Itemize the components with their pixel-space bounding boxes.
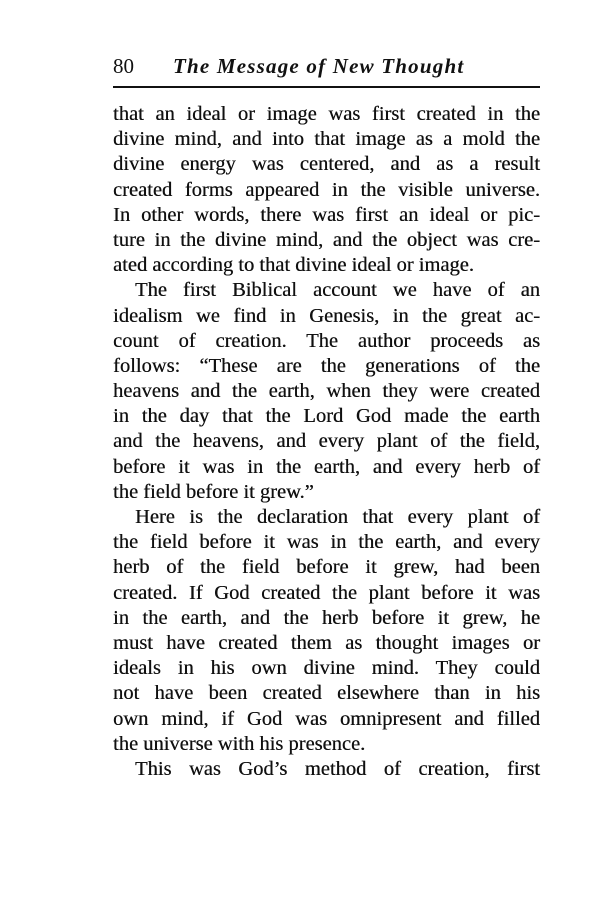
text-line: herb of the field before it grew, had been: [113, 556, 540, 579]
text-line: created. If God created the plant before it was: [113, 581, 540, 604]
text-line: divine mind, and into that image as a mold the: [113, 128, 540, 151]
text-line: count of creation. The author proceeds as: [113, 329, 540, 352]
text-line: follows: “These are the generations of the: [113, 354, 540, 377]
text-line: created forms appeared in the visible universe.: [113, 178, 540, 201]
text-line: ated according to that divine ideal or image.: [113, 254, 474, 277]
text-line: idealism we find in Genesis, in the great ac-: [113, 304, 540, 327]
text-line: in the earth, and the herb before it grew, he: [113, 606, 540, 629]
running-header: [113, 54, 540, 84]
body-text: [113, 102, 540, 782]
text-line: divine energy was centered, and as a result: [113, 153, 540, 176]
text-line: the field before it grew.”: [113, 480, 314, 503]
header-rule: [113, 86, 540, 88]
text-line: in the day that the Lord God made the earth: [113, 405, 540, 428]
text-line: ture in the divine mind, and the object was cre-: [113, 228, 540, 251]
text-line: In other words, there was first an ideal or pic-: [113, 203, 540, 226]
text-line: ideals in his own divine mind. They could: [113, 657, 540, 680]
text-line: Here is the declaration that every plant of: [135, 506, 540, 528]
text-line: that an ideal or image was first created in the: [113, 103, 540, 125]
text-line: This was God’s method of creation, first: [135, 757, 540, 780]
text-line: and the heavens, and every plant of the field,: [113, 430, 540, 453]
text-line: must have created them as thought images or: [113, 631, 540, 654]
text-line: own mind, if God was omnipresent and filled: [113, 707, 540, 730]
page-number: 80: [113, 54, 134, 78]
running-title: The Message of New Thought: [173, 54, 465, 78]
text-line: heavens and the earth, when they were created: [113, 380, 540, 403]
text-line: before it was in the earth, and every herb of: [113, 455, 540, 478]
text-line: the field before it was in the earth, and every: [113, 531, 540, 554]
text-line: the universe with his presence.: [113, 732, 366, 755]
text-line: not have been created elsewhere than in his: [113, 682, 540, 705]
text-line: The first Biblical account we have of an: [135, 279, 540, 302]
